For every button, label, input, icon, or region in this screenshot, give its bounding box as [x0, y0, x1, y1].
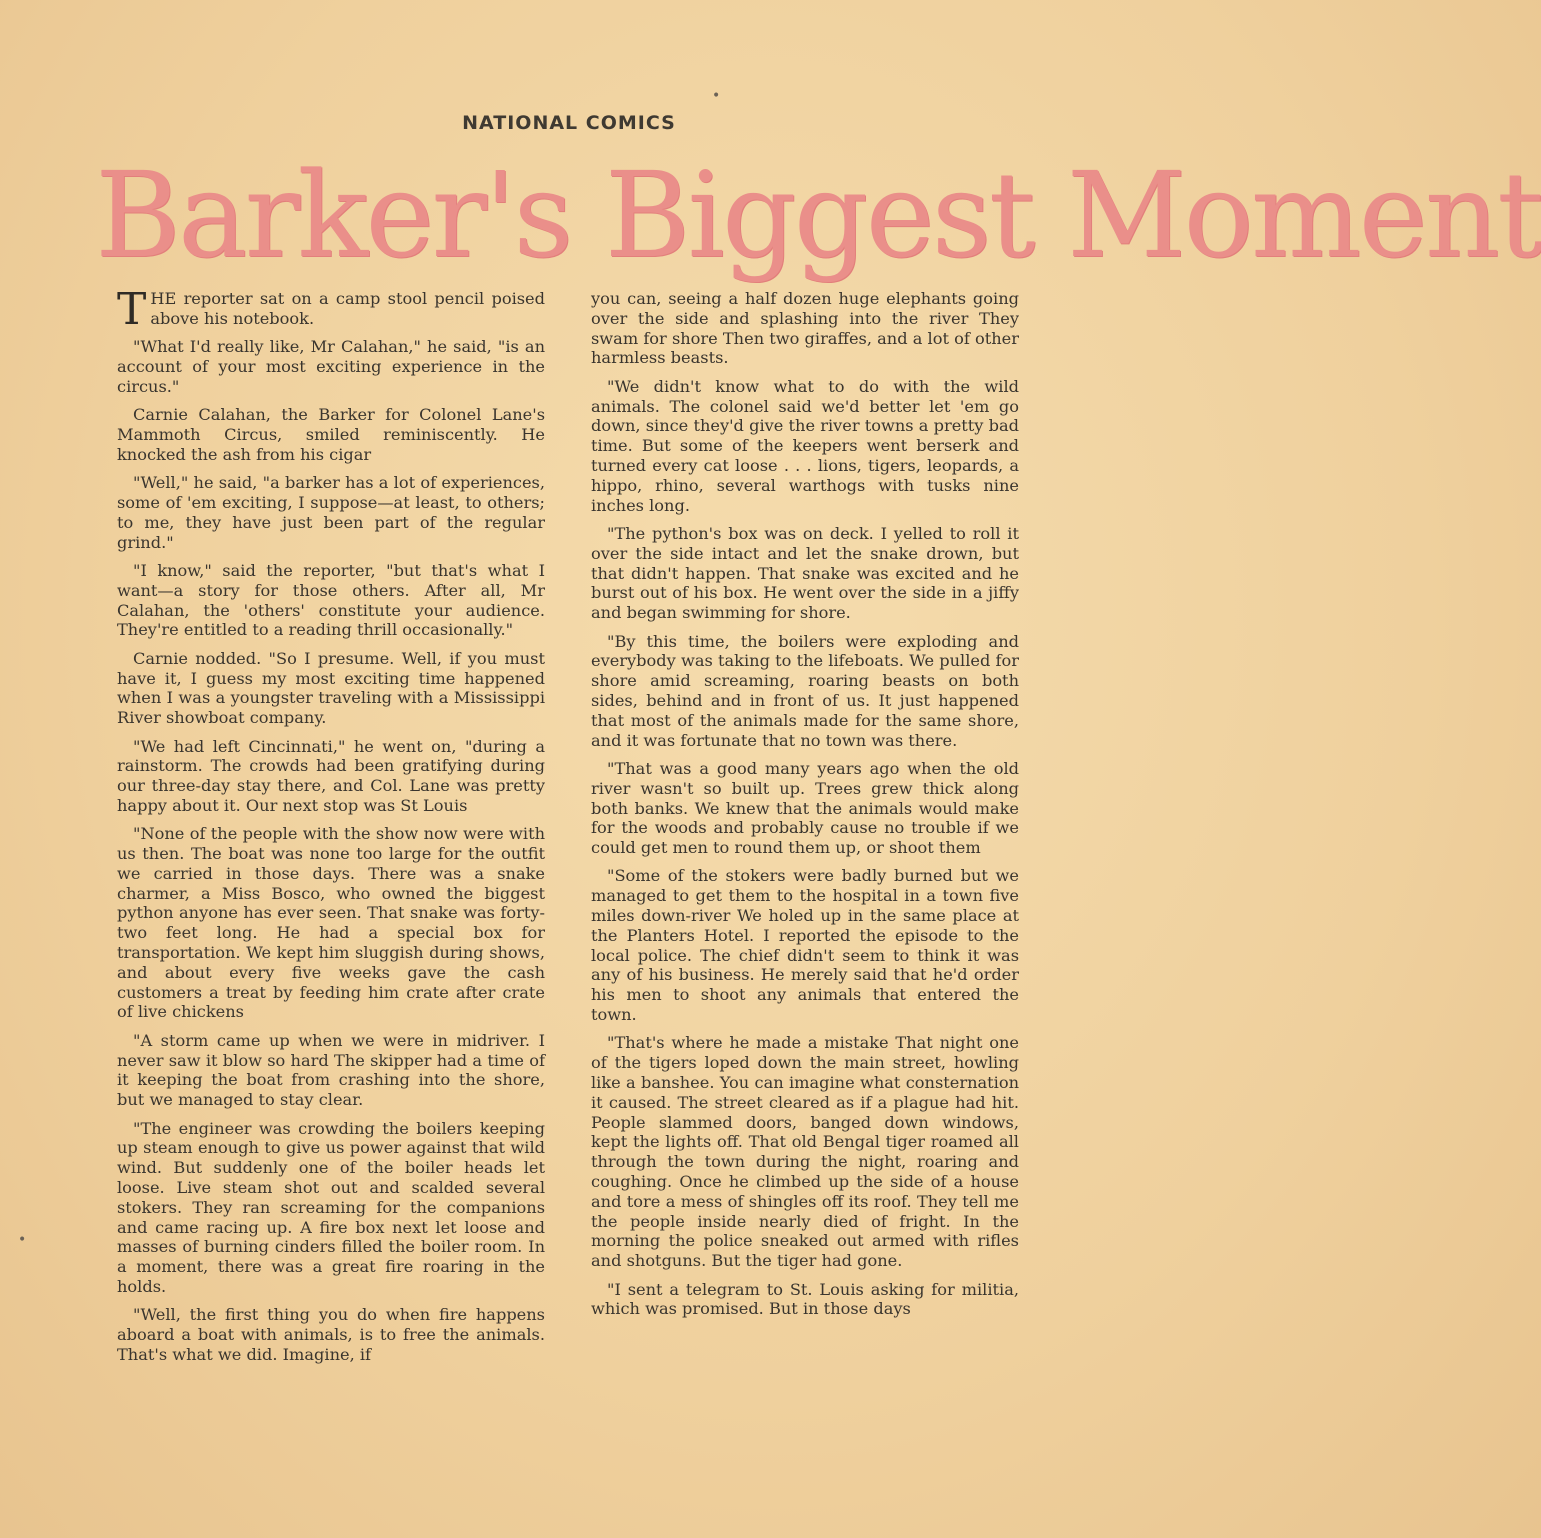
paragraph: "Well, the first thing you do when fire happens aboard a boat with animals, is to free the animals. That's what we did. Imagine, if: [117, 1305, 545, 1364]
paragraph: THE reporter sat on a camp stool pencil poised above his notebook.: [117, 284, 545, 335]
paragraph: "That was a good many years ago when the old river wasn't so built up. Trees grew thick along both banks. We knew that the animals would make for the woods and probably cause no trouble if we could get men to round them up, or shoot them: [591, 758, 1019, 858]
paragraph: "What I'd really like, Mr Calahan," he said, "is an account of your most exciting experience in the circus.": [117, 337, 545, 396]
publication-header: NATIONAL COMICS: [462, 112, 676, 134]
drop-cap: T: [117, 284, 147, 335]
paragraph: "I know," said the reporter, "but that's what I want—a story for those others. After all, Mr Calahan, the 'others' constitute your audience. They're entitled to a reading thrill occasionally.": [117, 560, 545, 640]
story-title: Barker's Biggest Moment: [95, 146, 1541, 284]
paragraph: "Some of the stokers were badly burned but we managed to get them to the hospital in a town five miles down-river We holed up in the same place at the Planters Hotel. I reported the episode to the local police. The chief didn't seem to think it was any of his business. He merely said that he'd order his men to shoot any animals that entered the town.: [591, 866, 1019, 1025]
paragraph: "That's where he made a mistake That night one of the tigers loped down the main street, howling like a banshee. You can imagine what consternation it caused. The street cleared as if a plague had hit. People slammed doors, banged down windows, kept the lights off. That old Bengal tiger roamed all through the town during the night, roaring and coughing. Once he climbed up the side of a house and tore a mess of shingles off its roof. They tell me the people inside nearly died of fright. In the morning the police sneaked out armed with rifles and shotguns. But the tiger had gone.: [591, 1033, 1019, 1271]
right-text-column: [591, 289, 1019, 1328]
paragraph: you can, seeing a half dozen huge elephants going over the side and splashing into the river They swam for shore Then two giraffes, and a lot of other harmless beasts.: [591, 289, 1019, 368]
paragraph: "I sent a telegram to St. Louis asking for militia, which was promised. But in those days: [591, 1279, 1019, 1319]
paragraph: "The engineer was crowding the boilers keeping up steam enough to give us power against that wild wind. But suddenly one of the boiler heads let loose. Live steam shot out and scalded several stokers. They ran screaming for the companions and came racing up. A fire box next let loose and masses of burning cinders filled the boiler room. In a moment, there was a great fire roaring in the holds.: [117, 1118, 545, 1296]
paragraph: "Well," he said, "a barker has a lot of experiences, some of 'em exciting, I suppose—at least, to others; to me, they have just been part of the regular grind.": [117, 473, 545, 552]
paragraph: "By this time, the boilers were exploding and everybody was taking to the lifeboats. We pulled for shore amid screaming, roaring beasts on both sides, behind and in front of us. It just happened that most of the animals made for the same shore, and it was fortunate that no town was there.: [591, 631, 1019, 750]
paragraph: Carnie nodded. "So I presume. Well, if you must have it, I guess my most exciting time happened when I was a youngster traveling with a Mississippi River showboat company.: [117, 648, 545, 728]
paragraph: "A storm came up when we were in midriver. I never saw it blow so hard The skipper had a time of it keeping the boat from crashing into the shore, but we managed to stay clear.: [117, 1030, 545, 1110]
paragraph: "We had left Cincinnati," he went on, "during a rainstorm. The crowds had been gratifying during our three-day stay there, and Col. Lane was pretty happy about it. Our next stop was St Louis: [117, 736, 545, 815]
paragraph: "The python's box was on deck. I yelled to roll it over the side intact and let the snake drown, but that didn't happen. That snake was excited and he burst out of his box. He went over the side in a jiffy and began swimming for shore.: [591, 523, 1019, 623]
print-speck: •: [18, 1232, 27, 1248]
paragraph: Carnie Calahan, the Barker for Colonel Lane's Mammoth Circus, smiled reminiscently. He knocked the ash from his cigar: [117, 405, 545, 464]
left-text-column: [117, 284, 545, 1373]
print-speck: •: [712, 88, 721, 104]
paragraph: "We didn't know what to do with the wild animals. The colonel said we'd better let 'em go down, since they'd give the river towns a pretty bad time. But some of the keepers went berserk and turned every cat loose . . . lions, tigers, leopards, a hippo, rhino, several warthogs with tusks nine inches long.: [591, 376, 1019, 515]
paragraph: "None of the people with the show now were with us then. The boat was none too large for the outfit we carried in those days. There was a snake charmer, a Miss Bosco, who owned the biggest python anyone has ever seen. That snake was forty-two feet long. He had a special box for transportation. We kept him sluggish during shows, and about every five weeks gave the cash customers a treat by feeding him crate after crate of live chickens: [117, 824, 545, 1022]
